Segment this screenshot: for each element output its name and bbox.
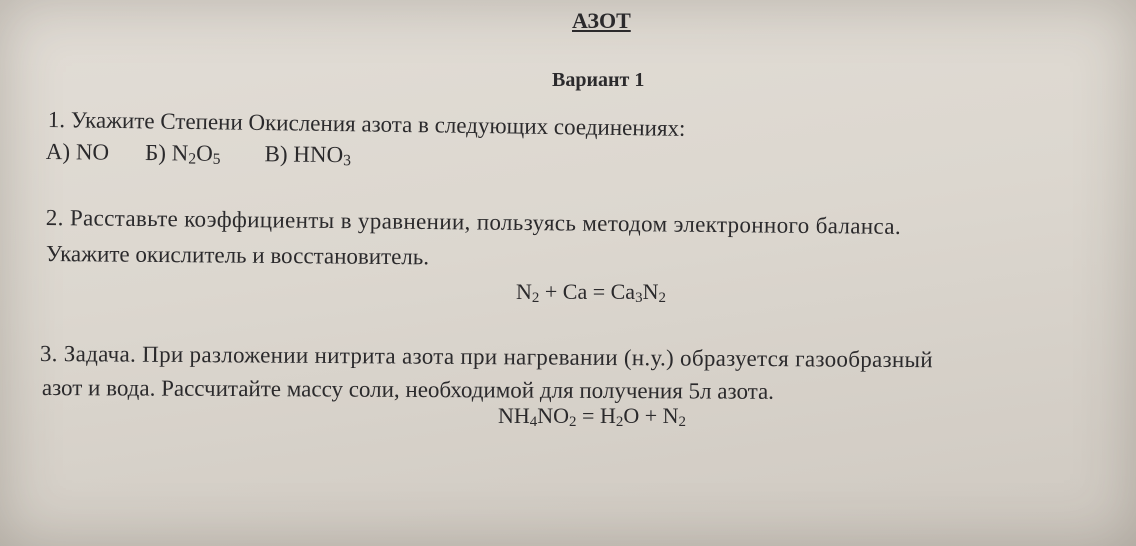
eq2-s3: 2 (615, 413, 624, 430)
eq1-ca-sub: 3 (635, 289, 643, 306)
option-c-sub: 3 (343, 152, 352, 170)
equation-2 (498, 403, 686, 430)
eq1-n2: N (642, 279, 659, 304)
eq2-p4: O + N (623, 403, 679, 428)
eq2-s2: 2 (569, 413, 577, 430)
option-a: А) NO (45, 139, 110, 165)
question-2-line-2: Укажите окислитель и восстановитель. (45, 241, 430, 270)
option-b-part1: Б) N (144, 140, 189, 166)
eq1-n2-sub: 2 (658, 289, 666, 306)
eq1-n: N (516, 279, 532, 304)
question-3-line-1: 3. Задача. При разложении нитрита азота при нагревании (н.у.) образуется газообразный (39, 341, 934, 373)
eq2-s1: 4 (529, 413, 538, 430)
option-c-part1: В) HNO (264, 141, 344, 168)
option-b (144, 140, 221, 168)
eq2-s4: 2 (678, 413, 686, 430)
question-2-line-1: 2. Расставьте коэффициенты в уравнении, пользуясь методом электронного баланса. (45, 205, 902, 239)
question-1-text: 1. Укажите Степени Окисления азота в следующих соединениях: (47, 107, 686, 141)
eq1-n-sub: 2 (531, 289, 540, 306)
eq2-p2: NO (537, 403, 570, 428)
document-title: АЗОТ (572, 8, 631, 33)
option-b-part2: O (196, 140, 213, 166)
question-1-options (45, 139, 352, 170)
equation-1 (516, 279, 666, 306)
eq2-p1: NH (498, 403, 530, 428)
question-3-line-2: азот и вода. Рассчитайте массу соли, необходимой для получения 5л азота. (41, 375, 775, 404)
eq2-p3: = H (576, 403, 616, 428)
variant-heading: Вариант 1 (552, 69, 645, 91)
eq1-mid: + Ca = Ca (539, 279, 636, 304)
option-b-sub1: 2 (188, 150, 197, 168)
option-c (264, 141, 352, 170)
option-b-sub2: 5 (212, 150, 221, 168)
